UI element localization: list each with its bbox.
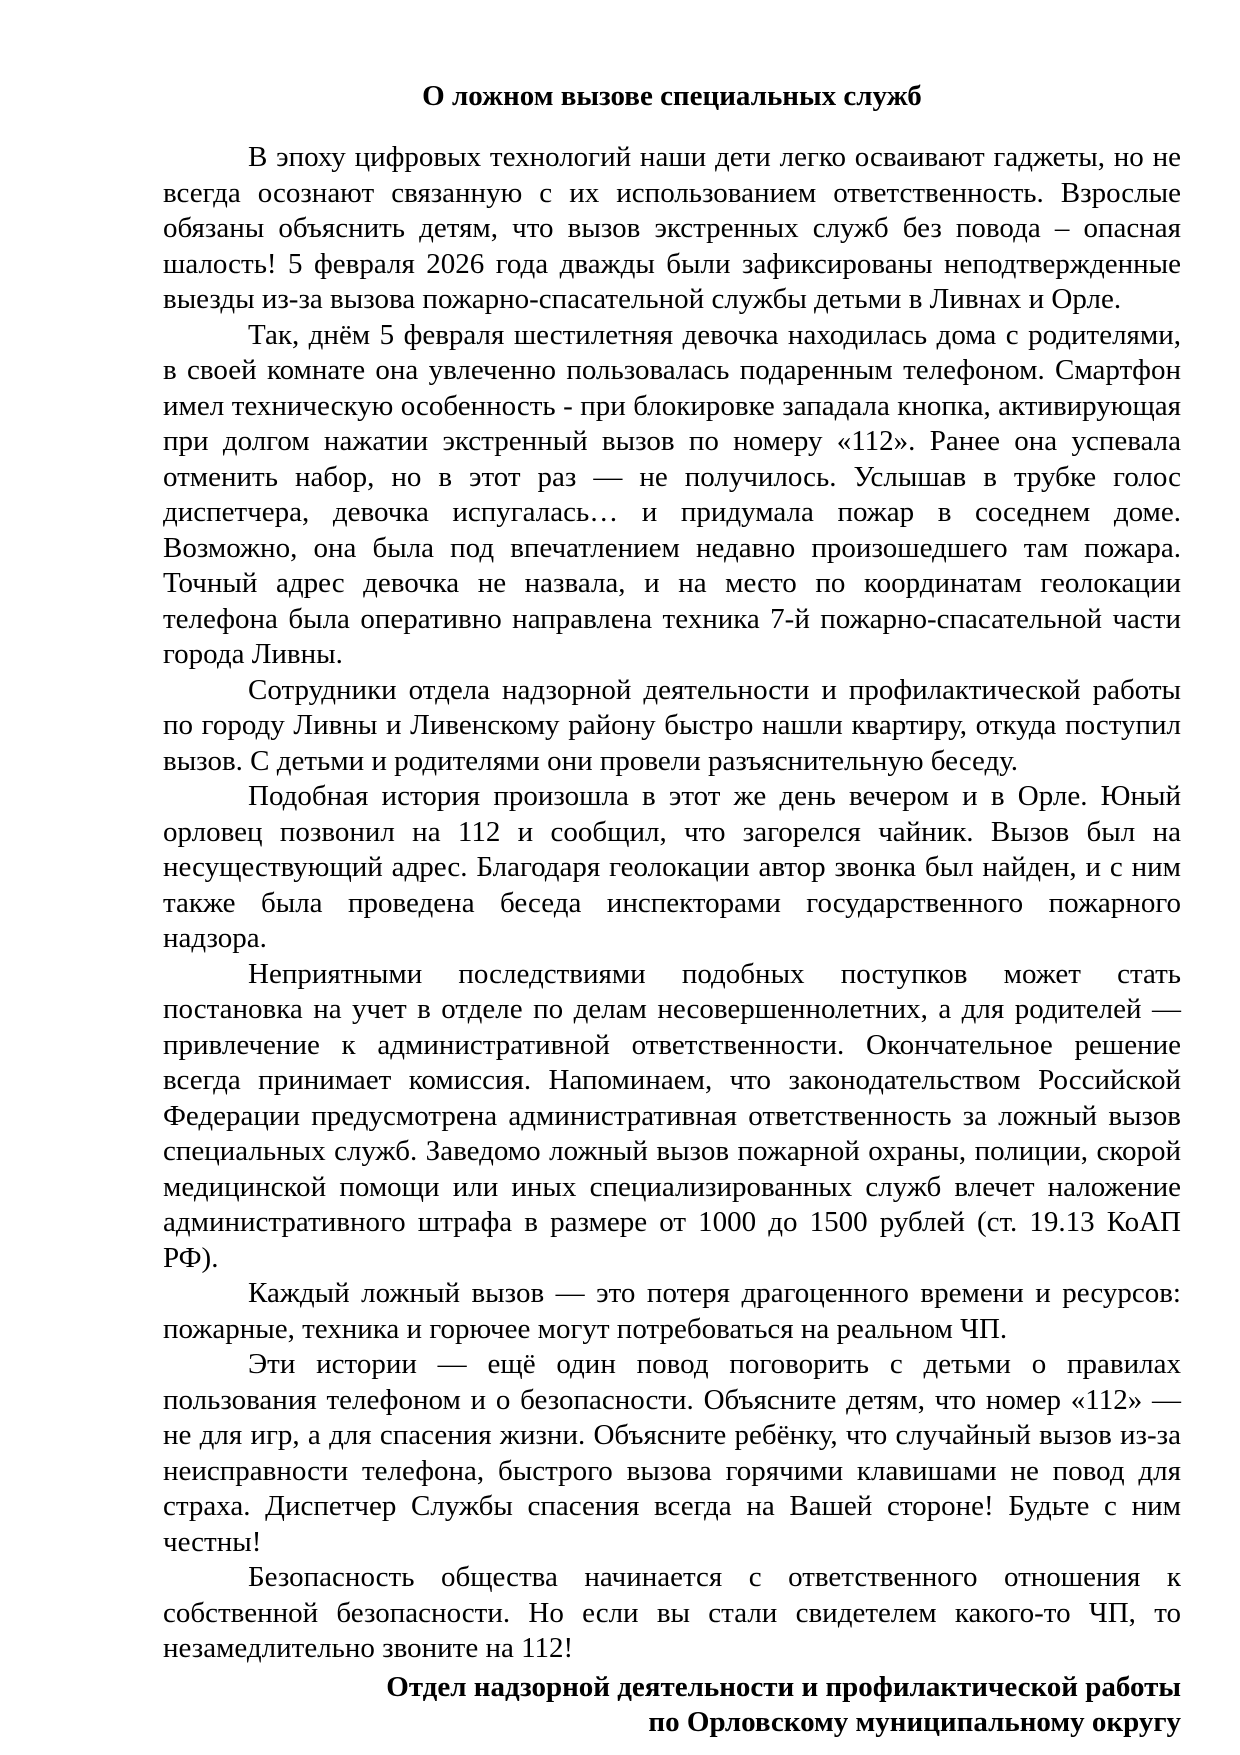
paragraph-consequences: Неприятными последствиями подобных поступков может стать постановка на учет в отделе по делам несовершеннолетних, а для родителей — привлечение к административной ответственности. Окончательное решение всегда принимает комиссия. Напоминаем, что законодательством Российской Федерации предусмотрена административная ответственность за ложный вызов специальных служб. Заведомо ложный вызов пожарной охраны, полиции, скорой медицинской помощи или иных специализированных служб влечет наложение административного штрафа в размере от 1000 до 1500 рублей (ст. 19.13 КоАП РФ).: [163, 957, 1181, 1274]
paragraph-girl-story: Так, днём 5 февраля шестилетняя девочка находилась дома с родителями, в своей комнате она увлеченно пользовалась подаренным телефоном. Смартфон имел техническую особенность - при блокировке западала кнопка, активирующая при долгом нажатии экстренный вызов по номеру «112». Ранее она успевала отменить набор, но в этот раз — не получилось. Услышав в трубке голос диспетчера, девочка испугалась… и придумала пожар в соседнем доме. Возможно, она была под впечатлением недавно произошедшего там пожара. Точный адрес девочка не назвала, и на место по координатам геолокации телефона была оперативно направлена техника 7-й пожарно-спасательной части города Ливны.: [163, 318, 1181, 670]
paragraph-wasted-resources: Каждый ложный вызов — это потеря драгоценного времени и ресурсов: пожарные, техника и горючее могут потребоваться на реальном ЧП.: [163, 1277, 1181, 1345]
document-content: [163, 78, 1181, 1741]
signature-district: по Орловскому муниципальному округу: [648, 1706, 1181, 1738]
paragraph-inspectors-visit: Сотрудники отдела надзорной деятельности и профилактической работы по городу Ливны и Ливенскому району быстро нашли квартиру, откуда поступил вызов. С детьми и родителями они провели разъяснительную беседу.: [163, 673, 1181, 777]
signature-block: [163, 1670, 1181, 1741]
signature-department: Отдел надзорной деятельности и профилактической работы: [386, 1670, 1181, 1703]
paragraph-orel-story: Подобная история произошла в этот же день вечером и в Орле. Юный орловец позвонил на 112 и сообщил, что загорелся чайник. Вызов был на несуществующий адрес. Благодаря геолокации автор звонка был найден, и с ним также была проведена беседа инспекторами государственного пожарного надзора.: [163, 780, 1181, 954]
document-title: О ложном вызове специальных служб: [422, 80, 922, 112]
document-body: [163, 140, 1181, 1667]
paragraph-conclusion: Безопасность общества начинается с ответственного отношения к собственной безопасности. Но если вы стали свидетелем какого-то ЧП, то незамедлительно звоните на 112!: [163, 1561, 1181, 1664]
paragraph-intro: В эпоху цифровых технологий наши дети легко осваивают гаджеты, но не всегда осознают связанную с их использованием ответственность. Взрослые обязаны объяснить детям, что вызов экстренных служб без повода – опасная шалость! 5 февраля 2026 года дважды были зафиксированы неподтвержденные выезды из-за вызова пожарно-спасательной службы детьми в Ливнах и Орле.: [163, 141, 1181, 315]
paragraph-advice-to-parents: Эти истории — ещё один повод поговорить с детьми о правилах пользования телефоном и о безопасности. Объясните детям, что номер «112» — не для игр, а для спасения жизни. Объясните ребёнку, что случайный вызов из-за неисправности телефона, быстрого вызова горячими клавишами не повод для страха. Диспетчер Службы спасения всегда на Вашей стороне! Будьте с ним честны!: [163, 1348, 1181, 1558]
